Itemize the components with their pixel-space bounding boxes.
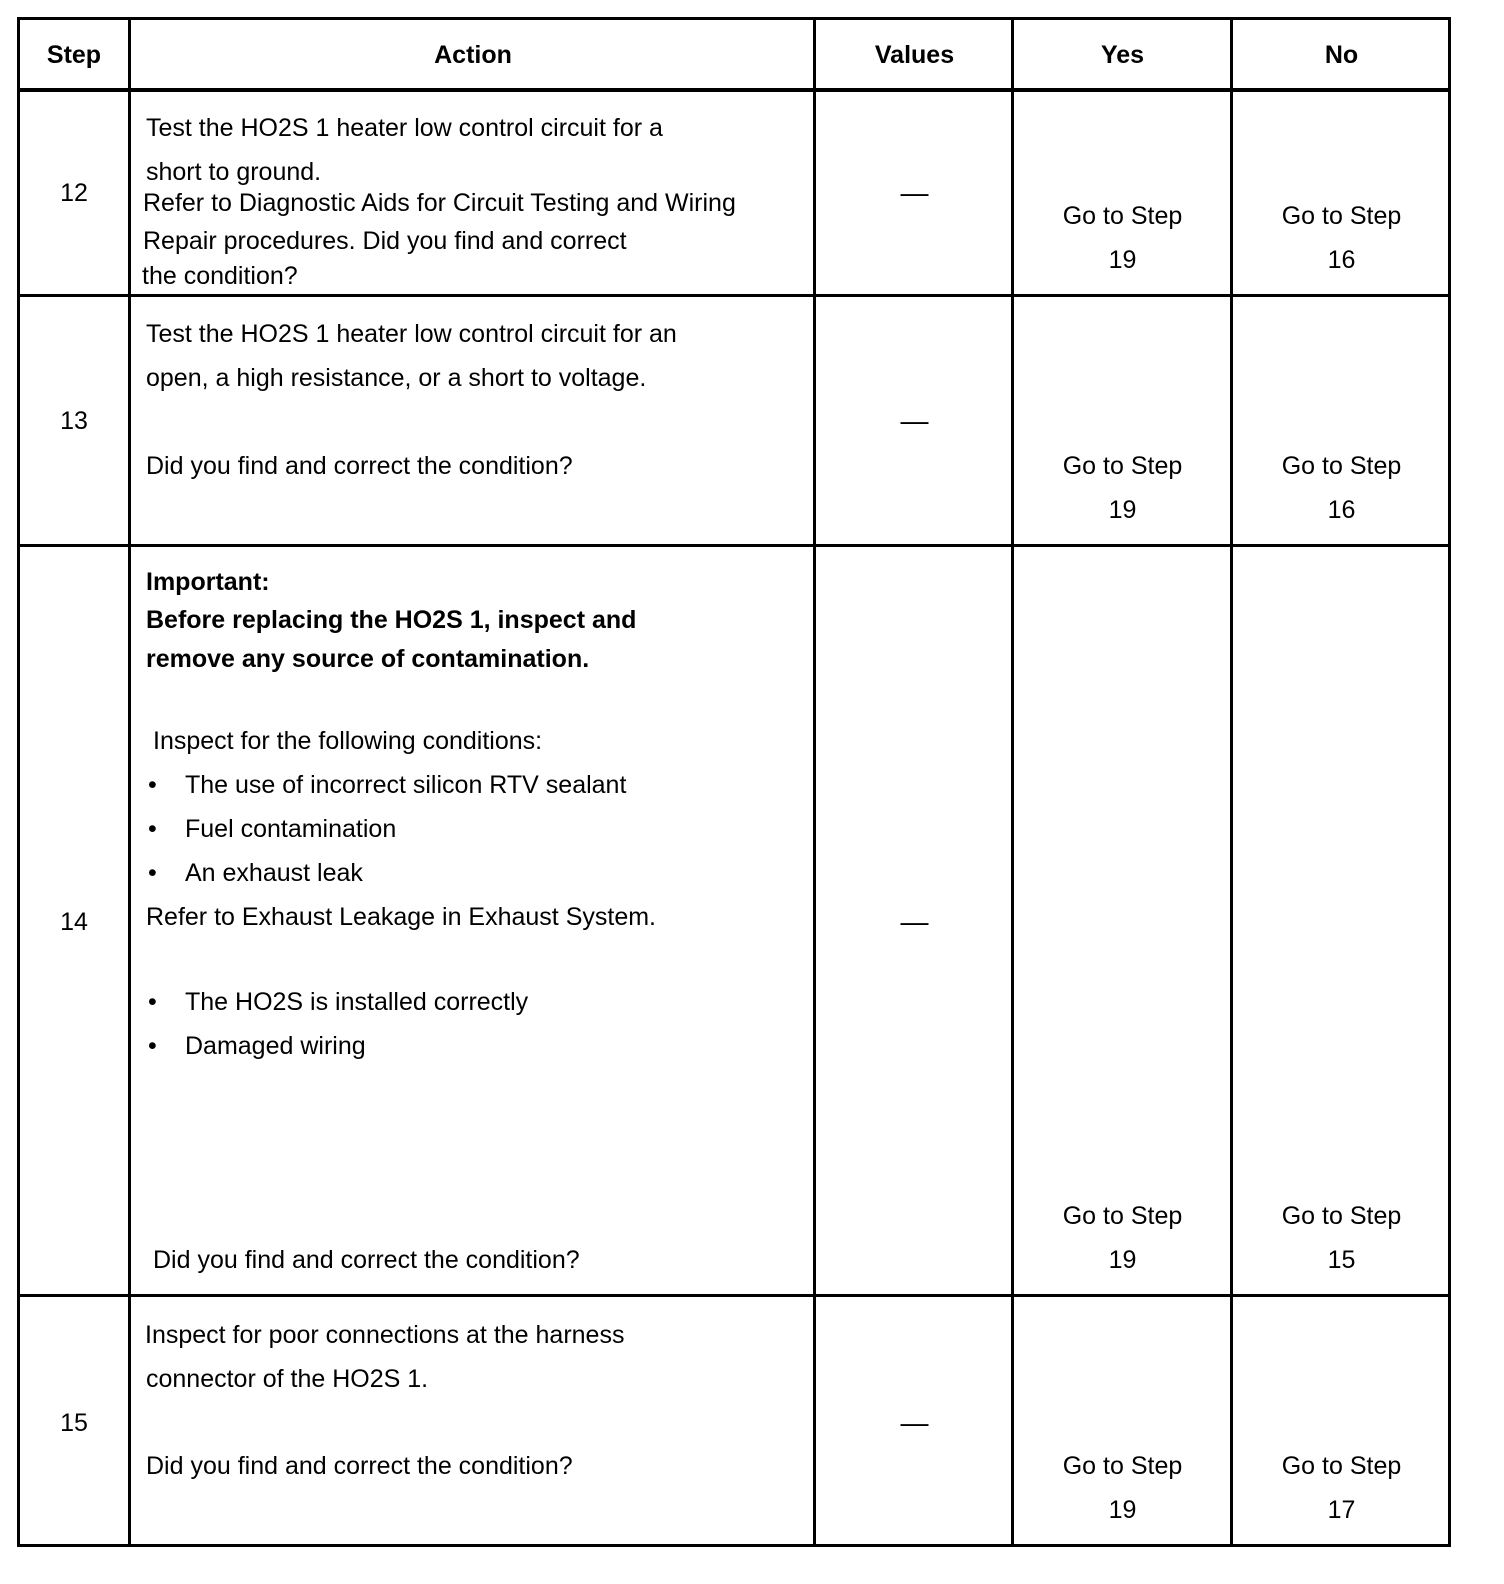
- important-text: remove any source of contamination.: [146, 645, 590, 673]
- value-dash: —: [900, 906, 929, 937]
- action-text: Did you find and correct the condition?: [153, 1246, 580, 1274]
- column-divider: [128, 20, 131, 1544]
- row-divider: [20, 88, 1448, 92]
- list-item: The use of incorrect silicon RTV sealant: [185, 771, 627, 799]
- no-goto: Go to Step: [1281, 452, 1402, 480]
- no-step: 15: [1327, 1246, 1356, 1274]
- important-text: Before replacing the HO2S 1, inspect and: [146, 606, 637, 634]
- column-divider: [813, 20, 816, 1544]
- no-goto: Go to Step: [1281, 202, 1402, 230]
- no-step: 17: [1327, 1496, 1356, 1524]
- list-item: Damaged wiring: [185, 1032, 366, 1060]
- step-number: 12: [60, 179, 88, 207]
- yes-goto: Go to Step: [1062, 202, 1183, 230]
- header-step: Step: [46, 41, 102, 69]
- action-text: short to ground.: [146, 158, 322, 186]
- header-yes: Yes: [1100, 41, 1145, 69]
- action-text: Inspect for the following conditions:: [153, 727, 543, 755]
- header-action: Action: [434, 41, 512, 69]
- row-divider: [20, 544, 1448, 547]
- action-text: Test the HO2S 1 heater low control circuit for an: [146, 320, 677, 348]
- list-item: The HO2S is installed correctly: [185, 988, 529, 1016]
- diagnostic-table: [17, 17, 1451, 1547]
- bullet-icon: •: [148, 815, 157, 843]
- yes-step: 19: [1108, 1246, 1137, 1274]
- action-text: Refer to Diagnostic Aids for Circuit Testing and Wiring: [143, 189, 736, 217]
- yes-step: 19: [1108, 496, 1137, 524]
- action-text: Did you find and correct the condition?: [146, 452, 573, 480]
- bullet-icon: •: [148, 1032, 157, 1060]
- column-divider: [1011, 20, 1014, 1544]
- yes-step: 19: [1108, 246, 1137, 274]
- step-number: 14: [60, 908, 88, 936]
- list-item: Fuel contamination: [185, 815, 397, 843]
- action-text: Did you find and correct the condition?: [146, 1452, 573, 1480]
- action-text: Repair procedures. Did you find and correct: [143, 227, 627, 255]
- important-label: Important:: [146, 568, 270, 596]
- no-step: 16: [1327, 246, 1356, 274]
- column-divider: [1230, 20, 1233, 1544]
- no-goto: Go to Step: [1281, 1452, 1402, 1480]
- yes-goto: Go to Step: [1062, 1452, 1183, 1480]
- header-values: Values: [874, 41, 955, 69]
- step-number: 15: [60, 1409, 88, 1437]
- row-divider: [20, 294, 1448, 297]
- action-text: Inspect for poor connections at the harness: [145, 1321, 625, 1349]
- bullet-icon: •: [148, 859, 157, 887]
- action-text: the condition?: [142, 262, 298, 290]
- list-item: An exhaust leak: [185, 859, 363, 887]
- no-goto: Go to Step: [1281, 1202, 1402, 1230]
- action-text: Test the HO2S 1 heater low control circuit for a: [146, 114, 663, 142]
- yes-step: 19: [1108, 1496, 1137, 1524]
- header-no: No: [1324, 41, 1359, 69]
- action-text: connector of the HO2S 1.: [146, 1365, 429, 1393]
- action-text: open, a high resistance, or a short to voltage.: [146, 364, 647, 392]
- yes-goto: Go to Step: [1062, 452, 1183, 480]
- no-step: 16: [1327, 496, 1356, 524]
- value-dash: —: [900, 177, 929, 208]
- step-number: 13: [60, 407, 88, 435]
- value-dash: —: [900, 405, 929, 436]
- value-dash: —: [900, 1407, 929, 1438]
- row-divider: [20, 1294, 1448, 1297]
- action-text: Refer to Exhaust Leakage in Exhaust System.: [146, 903, 656, 931]
- bullet-icon: •: [148, 771, 157, 799]
- yes-goto: Go to Step: [1062, 1202, 1183, 1230]
- bullet-icon: •: [148, 988, 157, 1016]
